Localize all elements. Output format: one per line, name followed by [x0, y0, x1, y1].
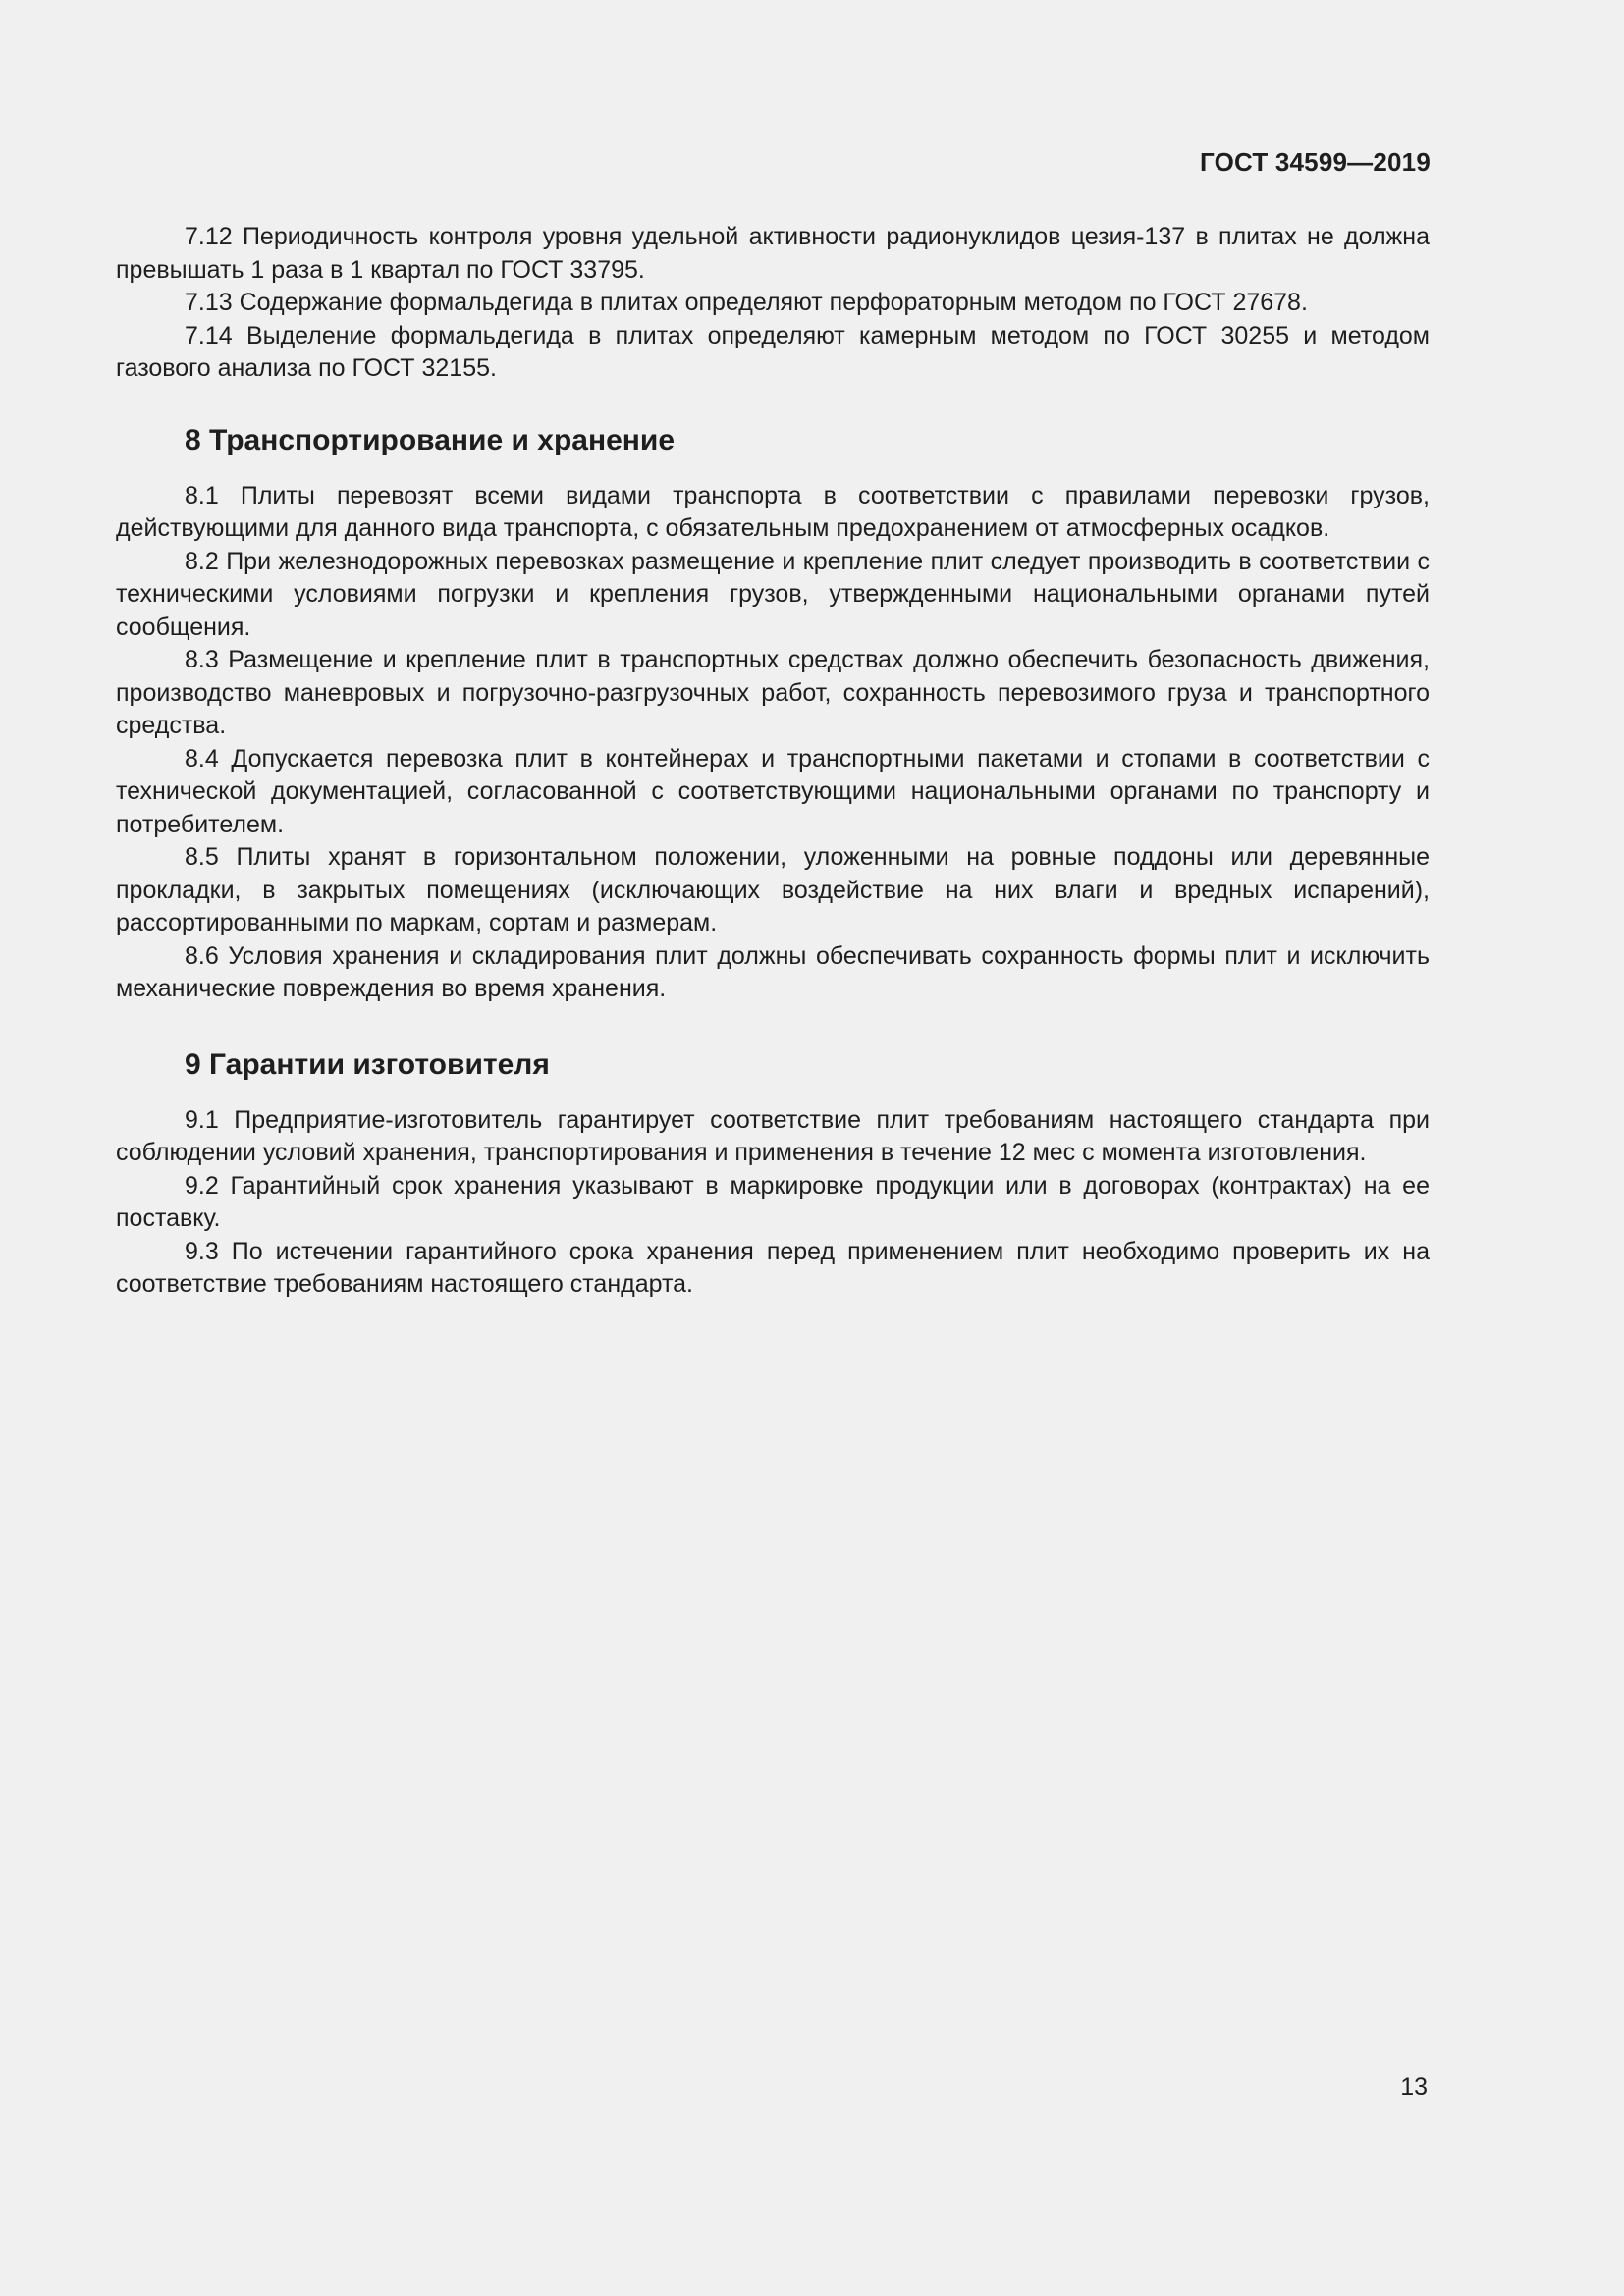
paragraph-9-2: 9.2 Гарантийный срок хранения указывают в маркировке продукции или в договорах (контрактах) на ее поставку. [116, 1171, 1430, 1232]
paragraph-8-3: 8.3 Размещение и крепление плит в транспортных средствах должно обеспечить безопасность движения, производство маневровых и погрузочно-разгрузочных работ, сохранность перевозимого груза и транспортного средства. [116, 646, 1430, 739]
paragraph-8-1: 8.1 Плиты перевозят всеми видами транспорта в соответствии с правилами перевозки грузов, действующими для данного вида транспорта, с обязательным предохранением от атмосферных осадков. [116, 481, 1430, 542]
paragraph-7-12: 7.12 Периодичность контроля уровня удельной активности радионуклидов цезия-137 в плитах не должна превышать 1 раза в 1 квартал по ГОСТ 33795. [116, 223, 1430, 284]
section-9-heading: 9 Гарантии изготовителя [185, 1047, 550, 1081]
section-8-heading: 8 Транспортирование и хранение [185, 423, 676, 456]
paragraph-7-14: 7.14 Выделение формальдегида в плитах определяют камерным методом по ГОСТ 30255 и методом газового анализа по ГОСТ 32155. [116, 321, 1430, 382]
paragraph-7-13: 7.13 Содержание формальдегида в плитах определяют перфораторным методом по ГОСТ 27678. [185, 289, 1308, 316]
paragraph-9-1: 9.1 Предприятие-изготовитель гарантирует соответствие плит требованиям настоящего стандарта при соблюдении условий хранения, транспортирования и применения в течение 12 мес с момента изготовления. [116, 1105, 1430, 1166]
paragraph-9-3: 9.3 По истечении гарантийного срока хранения перед применением плит необходимо проверить их на соответствие требованиям настоящего стандарта. [116, 1237, 1430, 1298]
document-body [116, 221, 1430, 1302]
paragraph-8-6: 8.6 Условия хранения и складирования плит должны обеспечивать сохранность формы плит и исключить механические повреждения во время хранения. [116, 941, 1430, 1002]
paragraph-8-2: 8.2 При железнодорожных перевозках размещение и крепление плит следует производить в соответствии с техническими условиями погрузки и крепления грузов, утвержденными национальными органами путей сообщения. [116, 547, 1430, 641]
page-number: 13 [1400, 2073, 1428, 2101]
document-id-header: ГОСТ 34599—2019 [1200, 147, 1431, 177]
paragraph-8-5: 8.5 Плиты хранят в горизонтальном положении, уложенными на ровные поддоны или деревянные прокладки, в закрытых помещениях (исключающих воздействие на них влаги и вредных испарений), рассортированными по маркам, сортам и размерам. [116, 843, 1430, 936]
paragraph-8-4: 8.4 Допускается перевозка плит в контейнерах и транспортными пакетами и стопами в соответствии с технической документацией, согласованной с соответствующими национальными органами по транспорту и потребителем. [116, 744, 1430, 838]
